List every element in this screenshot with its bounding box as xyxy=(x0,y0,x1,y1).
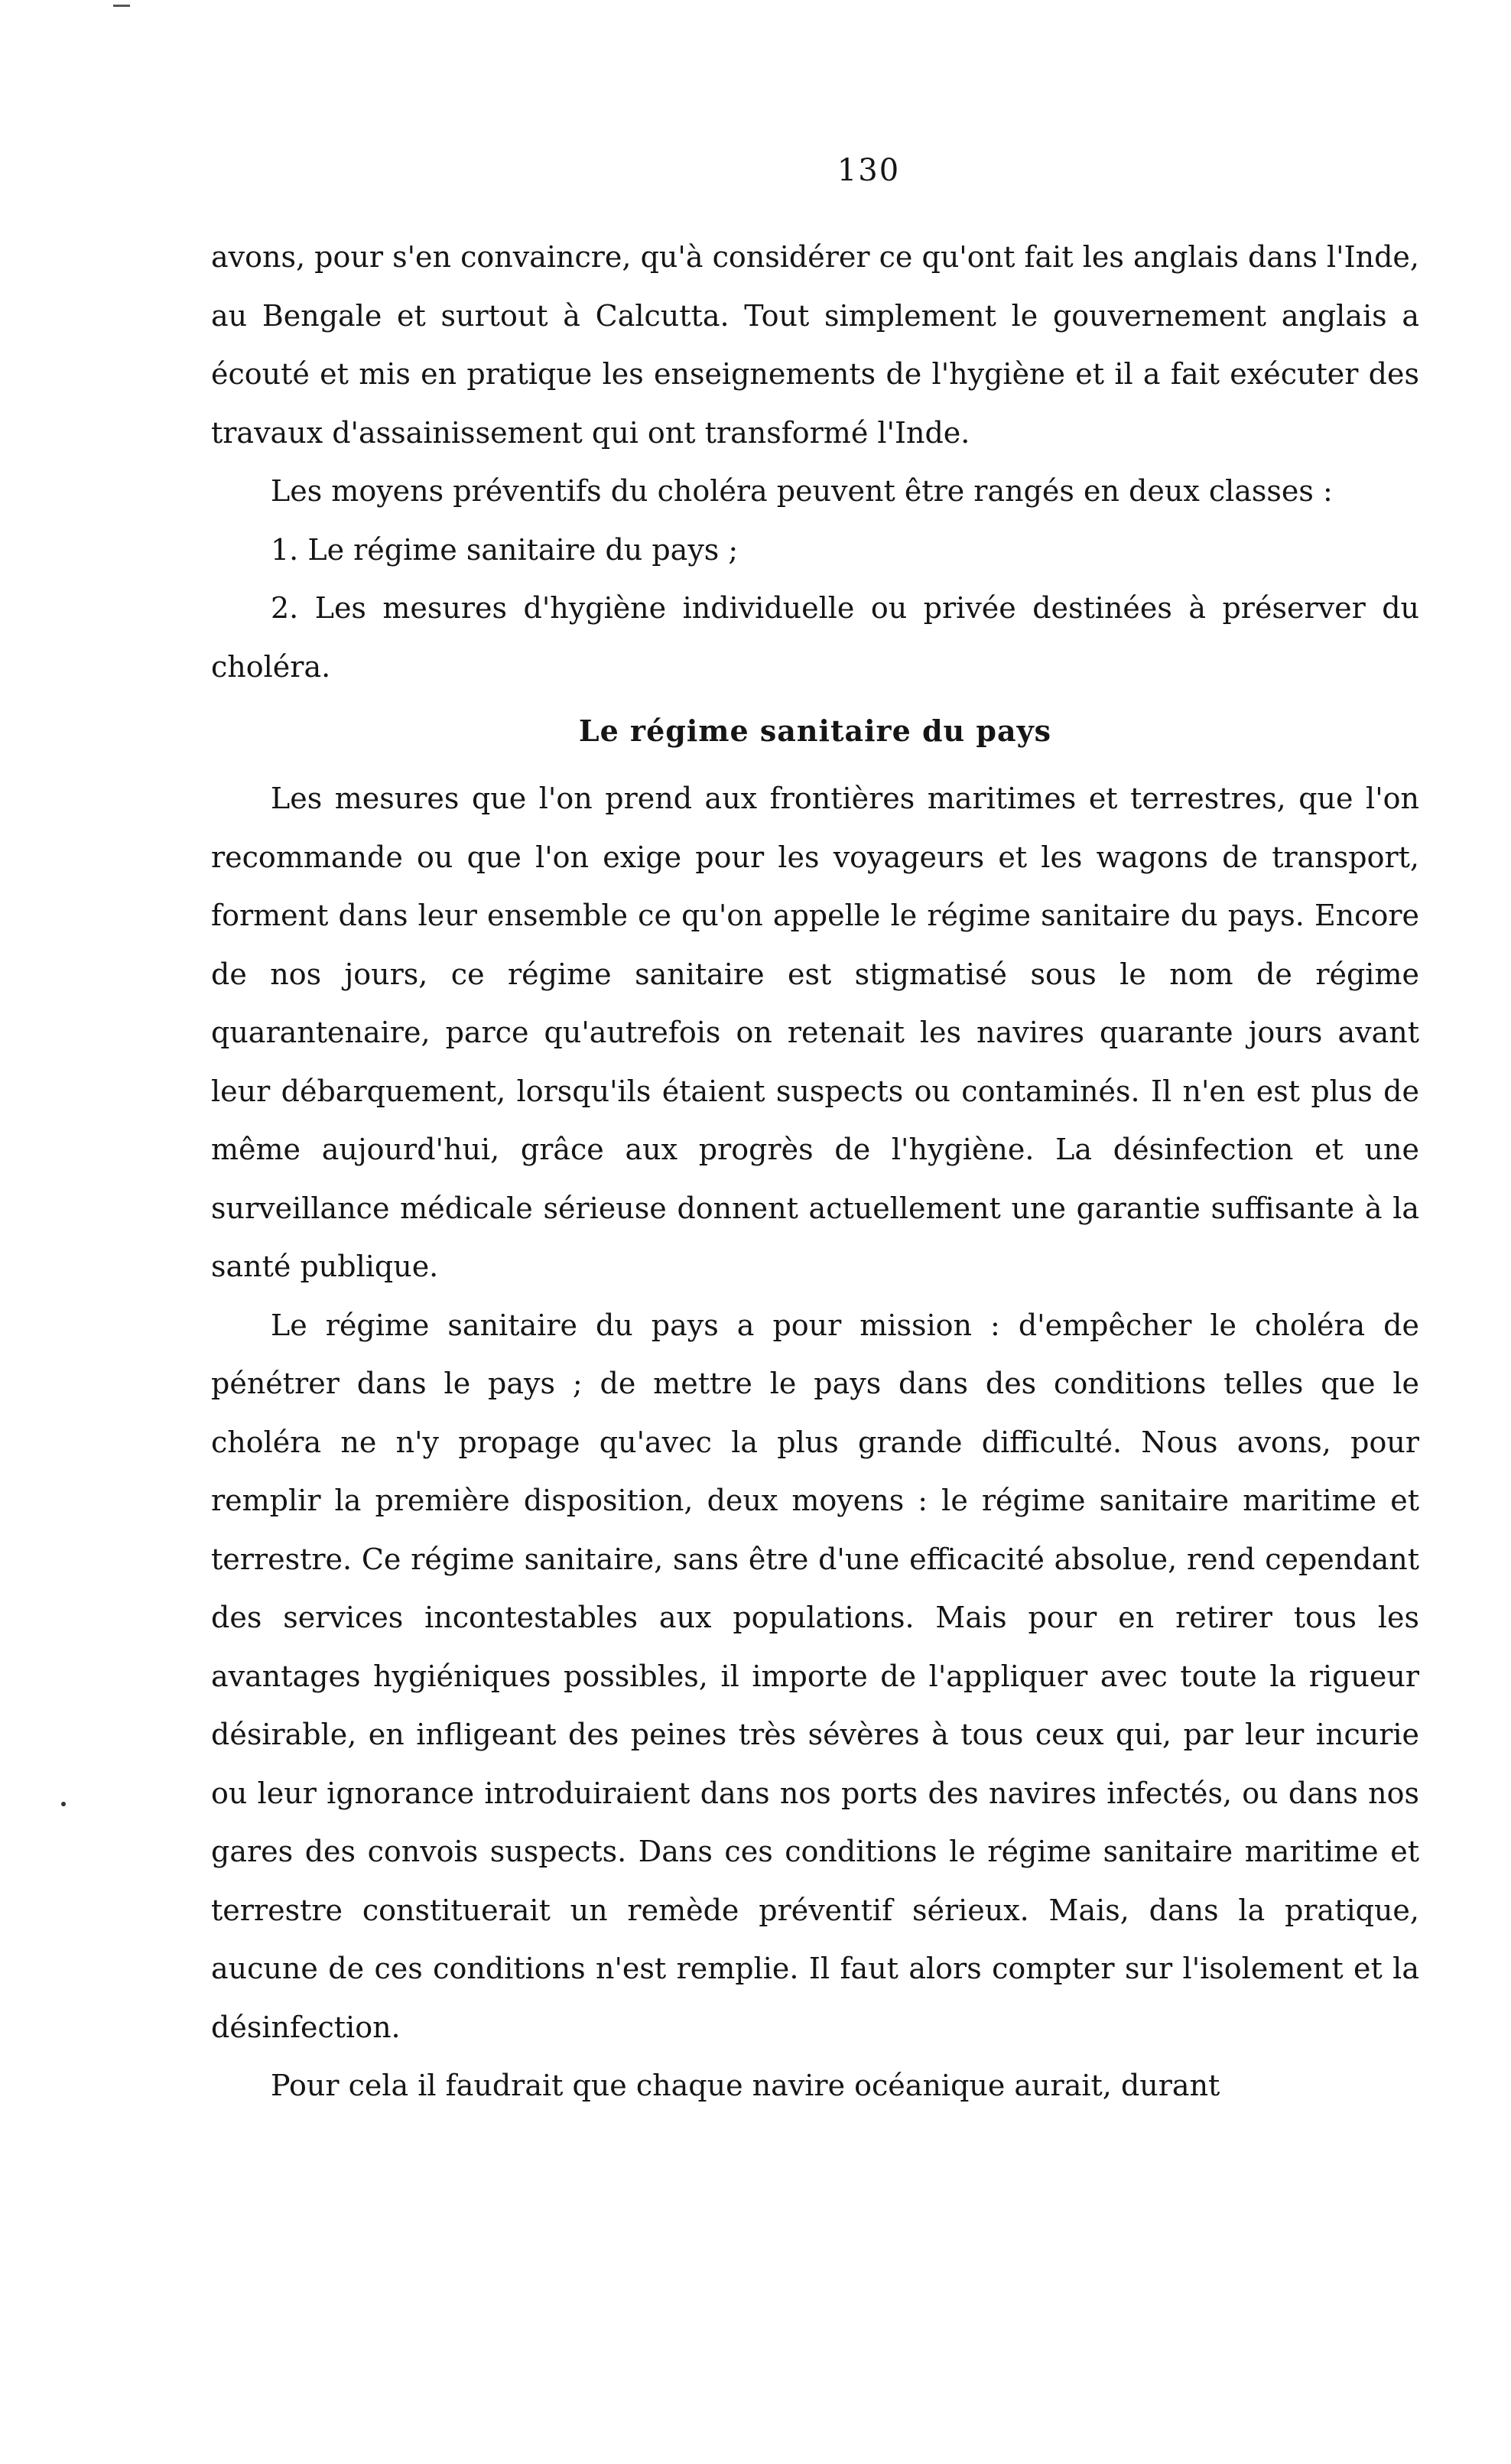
paragraph-continuation: avons, pour s'en convaincre, qu'à considérer ce qu'ont fait les anglais dans l'Inde, au Bengale et surtout à Calcutta. Tout simplement le gouvernement anglais a écouté et mis en pratique les enseignements de l'hygiène et il a fait exécuter des travaux d'assainissement qui ont transformé l'Inde. xyxy=(211,240,1419,450)
page-number: 130 xyxy=(837,153,901,188)
paragraph-mission: Le régime sanitaire du pays a pour mission : d'empêcher le choléra de pénétrer dans le pays ; de mettre le pays dans des conditions telles que le choléra ne n'y propage qu'avec la plus grande difficulté. Nous avons, pour remplir la première disposition, deux moyens : le régime sanitaire maritime et terrestre. Ce régime sanitaire, sans être d'une efficacité absolue, rend cependant des services incontestables aux populations. Mais pour en retirer tous les avantages hygiéniques possibles, il importe de l'appliquer avec toute la rigueur désirable, en infligeant des peines très sévères à tous ceux qui, par leur incurie ou leur ignorance introduiraient dans nos ports des navires infectés, ou dans nos gares des convois suspects. Dans ces conditions le régime sanitaire maritime et terrestre constituerait un remède préventif sérieux. Mais, dans la pratique, aucune de ces conditions n'est remplie. Il faut alors compter sur l'isolement et la désinfection. xyxy=(211,1308,1419,2044)
section-heading: Le régime sanitaire du pays xyxy=(578,714,1052,748)
paragraph-preventive-means: Les moyens préventifs du choléra peuvent être rangés en deux classes : xyxy=(271,474,1333,508)
paragraph-last-line: Pour cela il faudrait que chaque navire océanique aurait, durant xyxy=(271,2069,1220,2102)
book-page xyxy=(211,153,1419,2115)
scan-speck xyxy=(61,1802,66,1806)
paragraph-measures: Les mesures que l'on prend aux frontières maritimes et terrestres, que l'on recommande ou que l'on exige pour les voyageurs et les wagons de transport, forment dans leur ensemble ce qu'on appelle le régime sanitaire du pays. Encore de nos jours, ce régime sanitaire est stigmatisé sous le nom de régime quarantenaire, parce qu'autrefois on retenait les navires quarante jours avant leur débarquement, lorsqu'ils étaient suspects ou contaminés. Il n'en est plus de même aujourd'hui, grâce aux progrès de l'hygiène. La désinfection et une surveillance médicale sérieuse donnent actuellement une garantie suffisante à la santé publique. xyxy=(211,782,1419,1283)
list-item: 1. Le régime sanitaire du pays ; xyxy=(271,532,739,567)
list-item: 2. Les mesures d'hygiène individuelle ou privée destinées à préserver du choléra. xyxy=(211,591,1419,684)
scan-mark xyxy=(113,5,130,7)
